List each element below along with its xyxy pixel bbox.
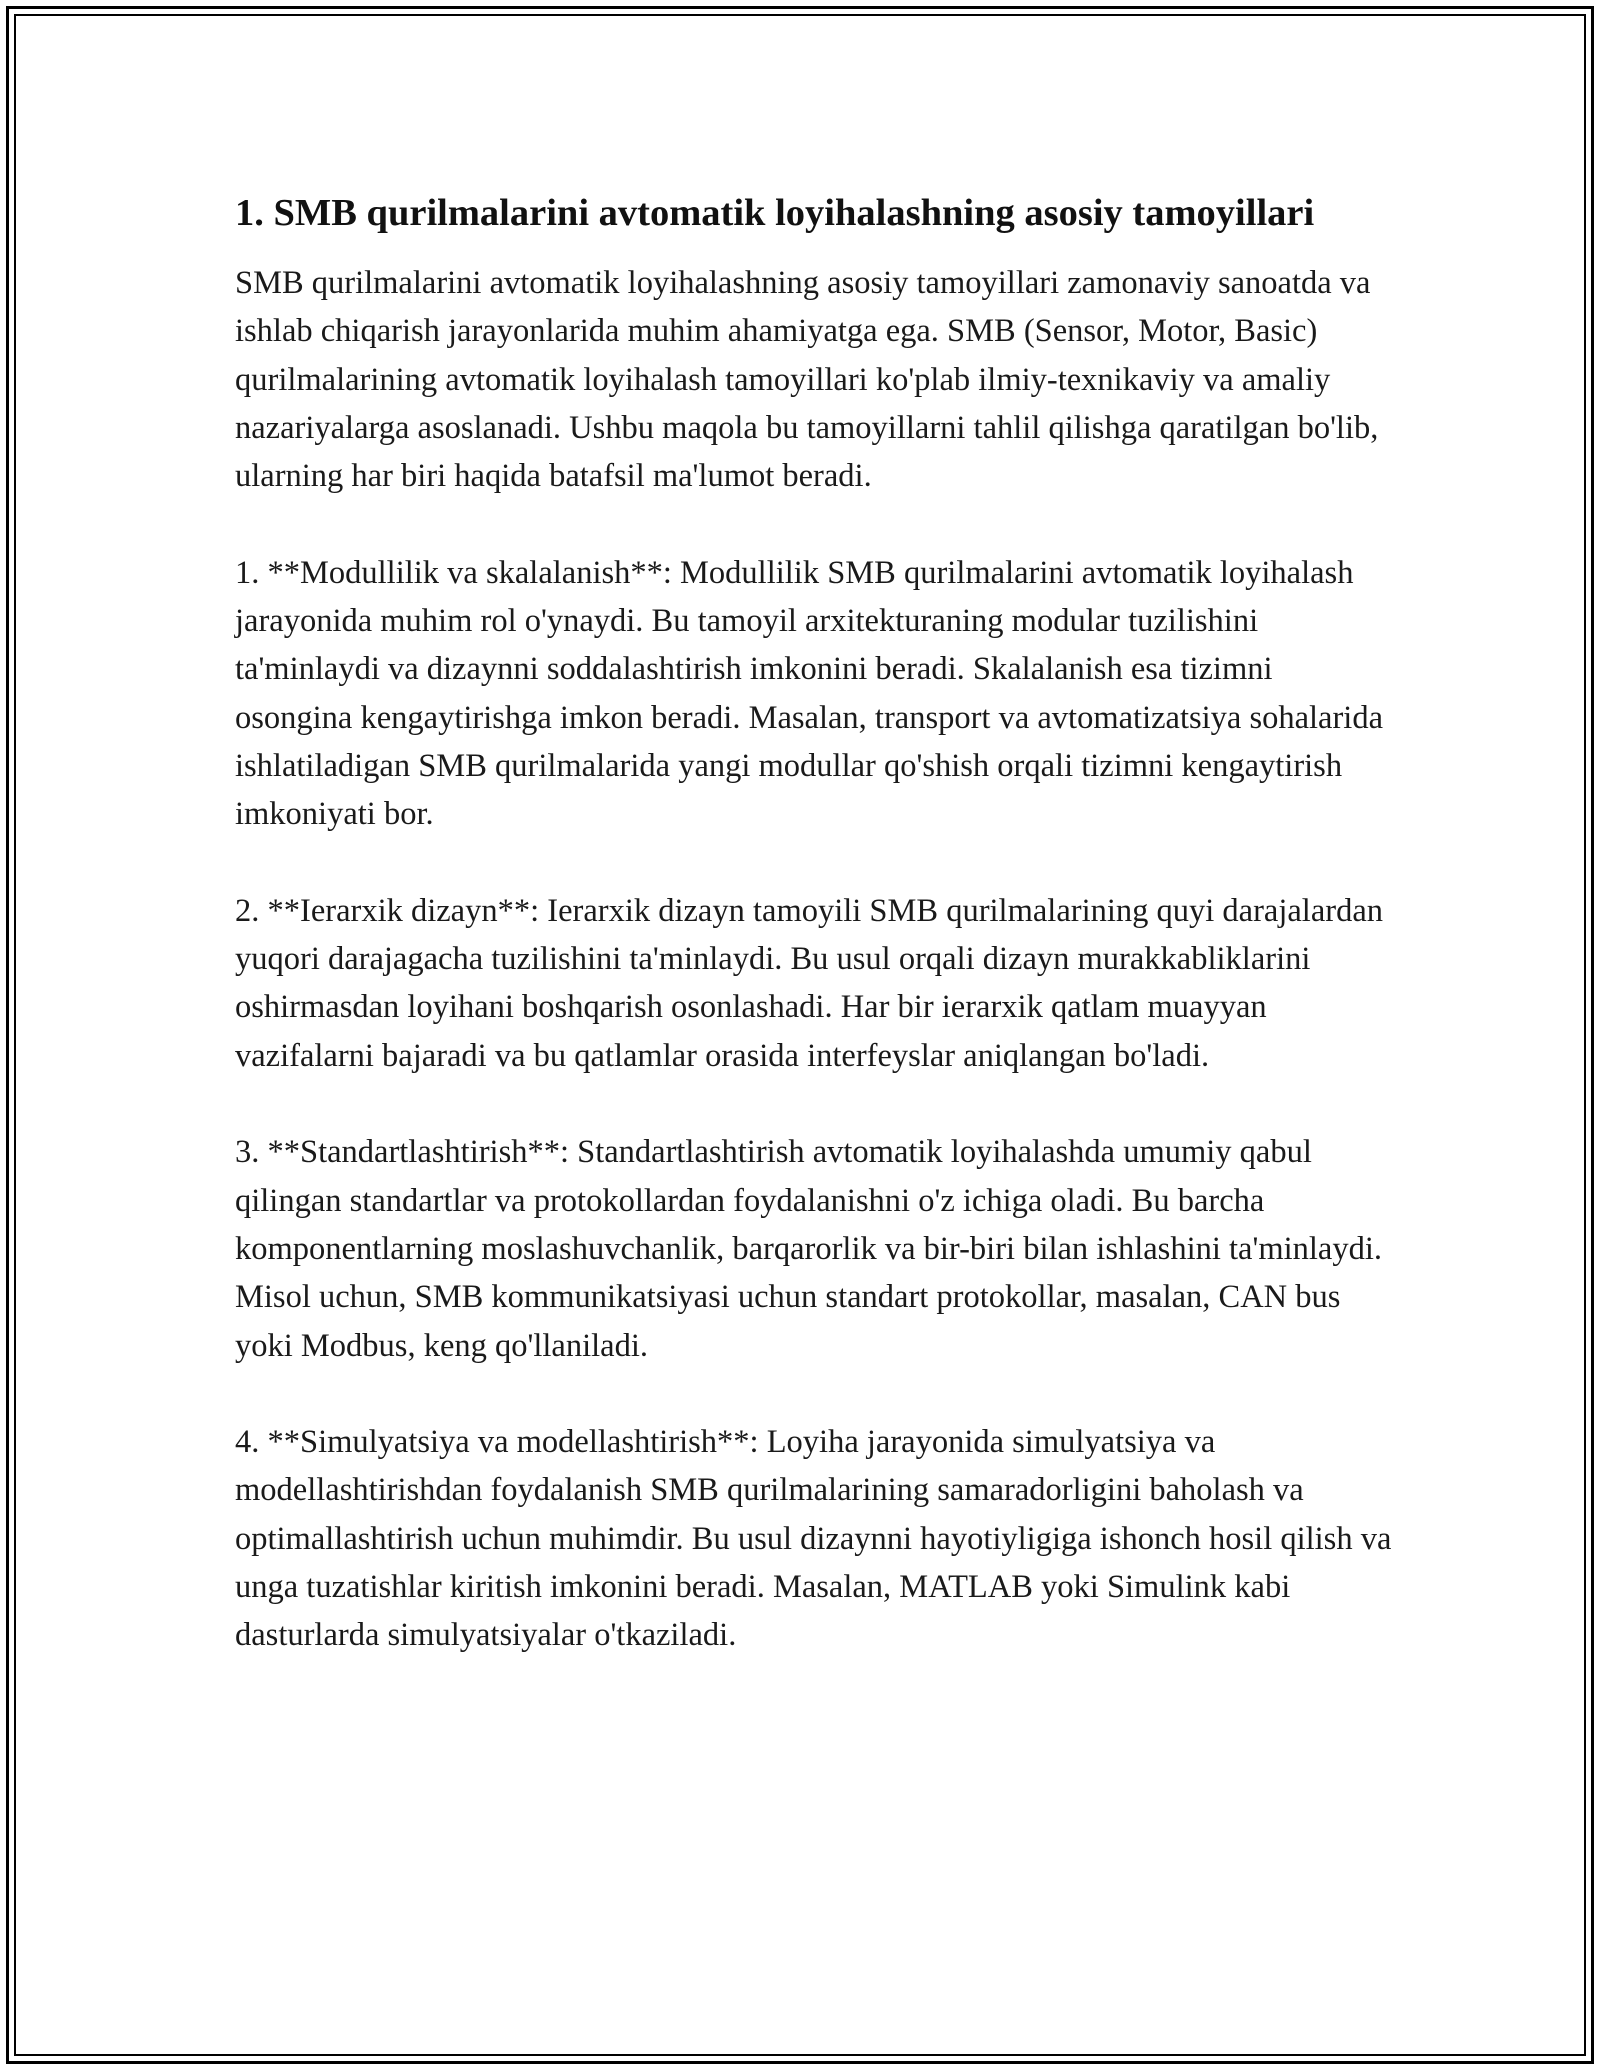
- section-heading: 1. SMB qurilmalarini avtomatik loyihalashning asosiy tamoyillari: [235, 192, 1315, 234]
- principle-standardization-paragraph: 3. **Standartlashtirish**: Standartlashtirish avtomatik loyihalashda umumiy qabul qilingan standartlar va protokollardan foydalanishni o'z ichiga oladi. Bu barcha komponentlarning moslashuvchanlik, barqarorlik va bir-biri bilan ishlashini ta'minlaydi. Misol uchun, SMB kommunikatsiyasi uchun standart protokollar, masalan, CAN bus yoki Modbus, keng qo'llaniladi.: [235, 1134, 1382, 1364]
- intro-paragraph: SMB qurilmalarini avtomatik loyihalashning asosiy tamoyillari zamonaviy sanoatda va ishlab chiqarish jarayonlarida muhim ahamiyatga ega. SMB (Sensor, Motor, Basic) qurilmalarining avtomatik loyihalash tamoyillari ko'plab ilmiy-texnikaviy va amaliy nazariyalarga asoslanadi. Ushbu maqola bu tamoyillarni tahlil qilishga qaratilgan bo'lib, ularning har biri haqida batafsil ma'lumot beradi.: [235, 265, 1379, 495]
- principle-simulation-paragraph: 4. **Simulyatsiya va modellashtirish**: Loyiha jarayonida simulyatsiya va modellashtirishdan foydalanish SMB qurilmalarining samaradorligini baholash va optimallashtirish uchun muhimdir. Bu usul dizaynni hayotiyligiga ishonch hosil qilish va unga tuzatishlar kiritish imkonini beradi. Masalan, MATLAB yoki Simulink kabi dasturlarda simulyatsiyalar o'tkaziladi.: [235, 1424, 1392, 1654]
- principle-modularity-paragraph: 1. **Modullilik va skalalanish**: Modullilik SMB qurilmalarini avtomatik loyihalash jarayonida muhim rol o'ynaydi. Bu tamoyil arxitekturaning modular tuzilishini ta'minlaydi va dizaynni soddalashtirish imkonini beradi. Skalalanish esa tizimni osongina kengaytirishga imkon beradi. Masalan, transport va avtomatizatsiya sohalarida ishlatiladigan SMB qurilmalarida yangi modullar qo'shish orqali tizimni kengaytirish imkoniyati bor.: [235, 554, 1384, 833]
- document-body: [235, 186, 1395, 1708]
- principle-hierarchy-paragraph: 2. **Ierarxik dizayn**: Ierarxik dizayn tamoyili SMB qurilmalarining quyi darajalardan yuqori darajagacha tuzilishini ta'minlaydi. Bu usul orqali dizayn murakkabliklarini oshirmasdan loyihani boshqarish osonlashadi. Har bir ierarxik qatlam muayyan vazifalarni bajaradi va bu qatlamlar orasida interfeyslar aniqlangan bo'ladi.: [235, 892, 1383, 1074]
